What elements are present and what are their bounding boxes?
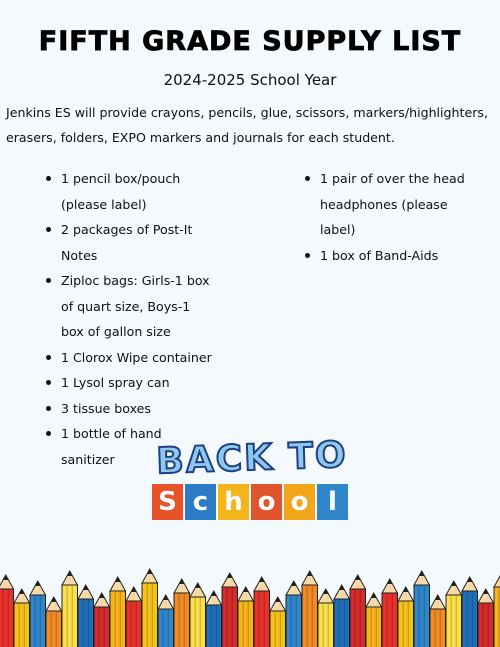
- letter-tile: l: [317, 484, 348, 520]
- letter-tile: o: [284, 484, 315, 520]
- list-item: 1 pencil box/pouch (please label): [46, 166, 216, 217]
- pencil-shape: [222, 573, 238, 647]
- pencil-shape: [190, 583, 206, 647]
- pencil-shape: [414, 571, 430, 647]
- letter-tile: h: [218, 484, 249, 520]
- pencil-shape: [446, 581, 462, 647]
- pencil-shape: [318, 589, 334, 647]
- pencil-shape: [286, 581, 302, 647]
- page-title: FIFTH GRADE SUPPLY LIST: [38, 26, 462, 57]
- pencil-shape: [174, 579, 190, 647]
- pencil-shape: [478, 589, 494, 647]
- list-item: 1 box of Band-Aids: [305, 243, 485, 269]
- pencil-shape: [14, 589, 30, 647]
- pencil-shape: [366, 593, 382, 647]
- pencil-shape: [302, 571, 318, 647]
- list-item: Ziploc bags: Girls-1 box of quart size, Boys-1 box of gallon size: [46, 268, 216, 345]
- list-item: 1 bottle of hand sanitizer: [46, 421, 216, 472]
- pencil-shape: [206, 591, 222, 647]
- list-item: 1 Lysol spray can: [46, 370, 216, 396]
- back-to-school-graphic: [148, 434, 353, 533]
- back-to-text: BACK TO: [155, 434, 349, 483]
- school-letter-tiles: [152, 484, 348, 520]
- pencil-shape: [126, 587, 142, 647]
- list-item: 3 tissue boxes: [46, 396, 216, 422]
- pencil-shape: [494, 573, 500, 647]
- pencil-shape: [110, 577, 126, 647]
- letter-tile: S: [152, 484, 183, 520]
- pencil-shape: [430, 595, 446, 647]
- supply-list-left: [46, 166, 216, 472]
- pencil-shape: [62, 571, 78, 647]
- intro-text: Jenkins ES will provide crayons, pencils, glue, scissors, markers/highlighters, erasers, folders, EXPO markers and journals for each student.: [6, 105, 488, 145]
- pencil-shape: [78, 585, 94, 647]
- pencil-shape: [398, 587, 414, 647]
- pencil-shape: [158, 595, 174, 647]
- pencil-shape: [30, 581, 46, 647]
- pencil-shape: [94, 593, 110, 647]
- pencil-shape: [462, 577, 478, 647]
- pencil-shape: [350, 575, 366, 647]
- school-year: 2024-2025 School Year: [163, 71, 337, 89]
- list-item: 1 pair of over the head headphones (please label): [305, 166, 485, 243]
- pencil-shape: [0, 575, 14, 647]
- pencil-shape: [334, 585, 350, 647]
- letter-tile: o: [251, 484, 282, 520]
- list-item: 1 Clorox Wipe container: [46, 345, 216, 371]
- pencil-shape: [142, 569, 158, 647]
- supply-list-right: [305, 166, 485, 268]
- pencil-shape: [254, 577, 270, 647]
- pencil-shape: [382, 579, 398, 647]
- pencil-shape: [270, 597, 286, 647]
- letter-tile: c: [185, 484, 216, 520]
- pencil-shape: [46, 597, 62, 647]
- list-item: 2 packages of Post-It Notes: [46, 217, 216, 268]
- pencil-shape: [238, 587, 254, 647]
- pencil-border-illustration: [0, 557, 500, 647]
